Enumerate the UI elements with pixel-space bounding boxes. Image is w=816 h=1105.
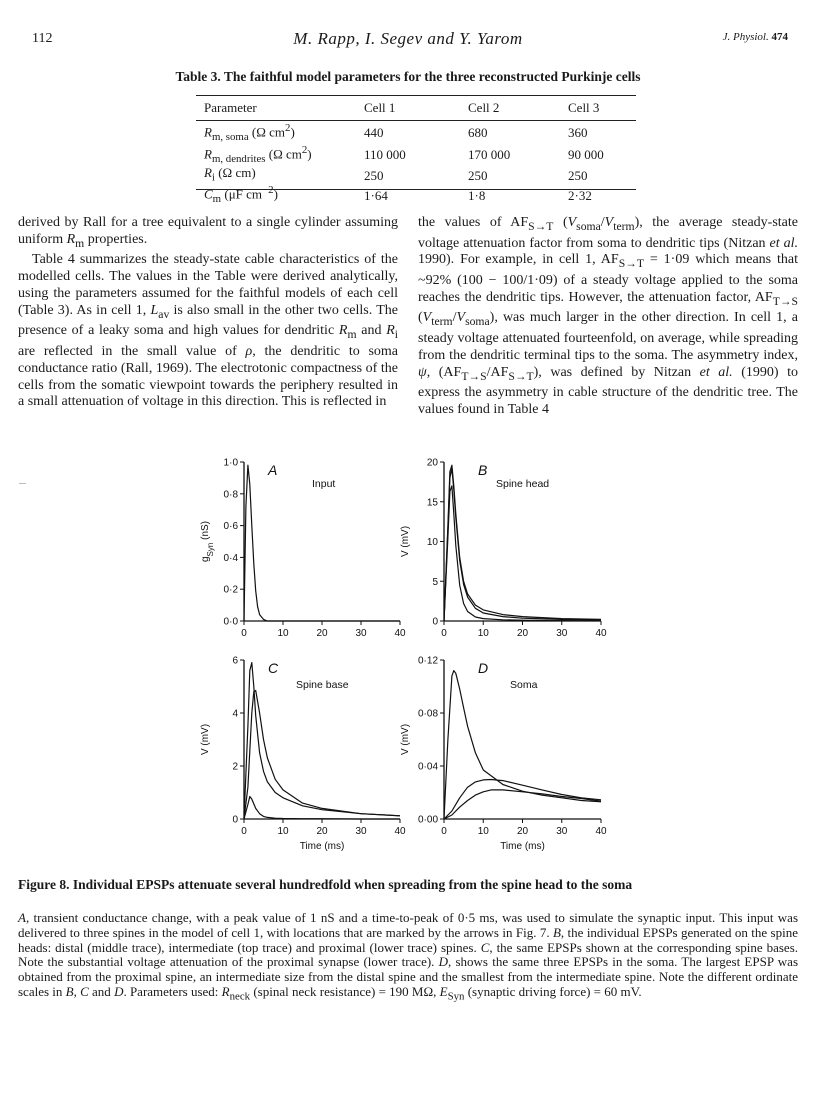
table-cell: 1·8: [468, 187, 486, 203]
x-tick-label: 0: [441, 826, 447, 837]
y-tick-label: 0: [432, 616, 438, 628]
y-tick-label: 10: [426, 537, 438, 548]
panel-letter: B: [478, 462, 488, 478]
series-line: [444, 780, 601, 820]
y-tick-label: 15: [426, 497, 438, 509]
x-tick-label: 40: [394, 628, 406, 639]
x-tick-label: 30: [556, 826, 568, 837]
x-tick-label: 10: [277, 628, 289, 639]
y-axis-label: V (mV): [200, 723, 211, 756]
panel-letter: C: [268, 660, 279, 676]
x-tick-label: 40: [595, 628, 607, 639]
paragraph: the values of $AF_{S\to T}$ $(V_{soma}/V_{term})$, the average steady-state voltage attenuation factor from soma to dendritic tips (Nitzan et al. 1990). For example, in cell 1, $AF_{S\to T} = 1\cdot 09$ which means that ~92% (100 − 100/1·09) of a steady voltage applied to the soma reaches the dendritic tips. However, the attenuation factor, $AF_{T\to S}$ $(V_{term}/V_{soma})$, was much larger in the other direction. In cell 1, a steady voltage attenuated fourteenfold, on average, while spreading from the dendritic terminal tips to the soma. The asymmetry index, ψ, $(AF_{T\to S}/AF_{S\to T})$, was defined by Nitzan et al. (1990) to express the asymmetry in cable structure of the dendritic tree. The values found in Table 4: [418, 215, 799, 417]
series-line: [444, 790, 601, 819]
y-tick-label: 4: [232, 708, 238, 720]
table-cell: 110 000: [364, 147, 406, 163]
x-axis-label: Time (ms): [299, 841, 345, 852]
y-axis-label: V (mV): [400, 525, 411, 558]
table-cell: 250: [468, 167, 488, 183]
x-tick-label: 20: [516, 826, 529, 837]
y-tick-label: 0·6: [223, 521, 238, 533]
table-cell: 360: [568, 125, 588, 141]
table-cell: 90 000: [568, 147, 604, 163]
paragraph: Table 4 summarizes the steady-state cable characteristics of the modelled cells. The values in the Table were derived analytically, using the parameters assumed for the faithful models of each cell (Table 3). As in cell 1, $L_{av}$ is also small in the other two cells. The presence of a leaky soma and high values for dendritic $R_m$ and $R_i$ are reflected in the small value of ρ, the dendritic to soma conductance ratio (Rall, 1969). The electrotonic compactness of the cells from the somatic viewpoint towards the periphery resulted in a small attenuation of voltage in this direction. This is reflected in: [18, 252, 399, 410]
table-header-cell: Cell 1: [364, 100, 396, 115]
figure-caption: Figure 8. Individual EPSPs attenuate several hundredfold when spreading from the spine head to the soma: [18, 877, 633, 892]
y-tick-label: 1·0: [223, 457, 238, 469]
y-tick-label: 0·00: [417, 814, 438, 826]
journal-name: J. Physiol.: [722, 31, 769, 43]
param-name: $R_i$ (Ω cm): [204, 164, 256, 184]
y-tick-label: 0·12: [417, 655, 438, 667]
figure-legend: A, transient conductance change, with a peak value of 1 nS and a time-to-peak of 0·5 ms, was used to simulate the synaptic input. This input was delivered to three spines in the model of cell 1, with locations that are marked by the arrows in Fig. 7. B, the individual EPSPs generated on the spine heads: distal (middle trace), intermediate (top trace) and proximal (lower trace) spines. C, the same EPSPs shown at the corresponding spine bases. Note the substantial voltage attenuation of the proximal synapse (lower trace). D, shows the same three EPSPs in the soma. The largest EPSP was obtained from the proximal spine, an intermediate size from the distal spine and the smallest from the intermediate spine. Note the different ordinate scales in B, C and D. Parameters used: $R_{neck}$ (spinal neck resistance) = 190 MΩ, $E_{Syn}$ (synaptic driving force) = 60 mV.: [18, 910, 799, 1003]
table-header-cell: Cell 3: [568, 100, 600, 115]
series-line: [444, 486, 601, 621]
x-tick-label: 40: [394, 826, 406, 837]
running-head-authors: M. Rapp, I. Segev and Y. Yarom: [293, 29, 523, 48]
x-tick-label: 20: [516, 628, 529, 639]
table-cell: 1·64: [364, 187, 388, 203]
x-tick-label: 0: [441, 628, 447, 639]
table-cell: 250: [568, 167, 588, 183]
y-tick-label: 0·04: [417, 761, 438, 773]
y-axis-label: $g_{Syn}$ (nS): [200, 520, 215, 563]
table-cell: 680: [468, 125, 488, 141]
x-tick-label: 0: [241, 826, 247, 837]
panel-letter: D: [478, 660, 489, 676]
y-tick-label: 0·4: [223, 552, 238, 564]
x-tick-label: 40: [595, 826, 607, 837]
y-tick-label: 0·0: [223, 616, 238, 628]
table-header-cell: Cell 2: [468, 100, 500, 115]
series-line: [444, 468, 601, 621]
x-tick-label: 20: [316, 628, 328, 639]
y-tick-label: 0: [232, 814, 238, 826]
x-tick-label: 30: [355, 826, 367, 837]
table-header-cell: Parameter: [204, 100, 257, 115]
y-tick-label: 20: [426, 457, 438, 469]
x-tick-label: 10: [477, 628, 489, 639]
paragraph: derived by Rall for a tree equivalent to a single cylinder assuming uniform $R_m$ properties.: [18, 215, 398, 250]
y-tick-label: 0·2: [223, 584, 238, 596]
x-tick-label: 20: [316, 826, 328, 837]
journal-volume: 474: [771, 31, 788, 43]
panel-letter: A: [268, 462, 278, 478]
x-axis-label: Time (ms): [500, 841, 545, 852]
x-tick-label: 0: [241, 628, 247, 639]
table-cell: 440: [364, 125, 384, 141]
y-tick-label: 2: [232, 761, 238, 773]
series-line: [244, 797, 400, 820]
x-tick-label: 10: [277, 826, 289, 837]
param-name: $R_{m, dendrites}$ (Ω $cm^2$): [204, 143, 312, 165]
panel-label: Input: [312, 478, 336, 490]
panel-label: Soma: [510, 679, 538, 691]
y-tick-label: 5: [432, 576, 438, 588]
y-tick-label: 6: [232, 655, 238, 667]
table-caption: Table 3. The faithful model parameters for the three reconstructed Purkinje cells: [175, 69, 641, 84]
page-number: 112: [32, 31, 53, 46]
table-cell: 170 000: [468, 147, 511, 163]
param-name: $C_m$ (μF $cm^{-2}$): [204, 184, 278, 206]
x-tick-label: 30: [355, 628, 367, 639]
y-tick-label: 0·8: [223, 489, 238, 501]
x-tick-label: 10: [477, 826, 489, 837]
x-tick-label: 30: [556, 628, 568, 639]
series-line: [244, 691, 400, 820]
panel-label: Spine base: [296, 679, 349, 691]
param-name: $R_{m, soma}$ (Ω $cm^2$): [204, 122, 295, 143]
y-tick-label: 0·08: [417, 708, 438, 720]
table-cell: 250: [364, 167, 384, 183]
y-axis-label: V (mV): [400, 723, 411, 756]
panel-label: Spine head: [496, 478, 550, 490]
table-cell: 2·32: [568, 187, 592, 203]
